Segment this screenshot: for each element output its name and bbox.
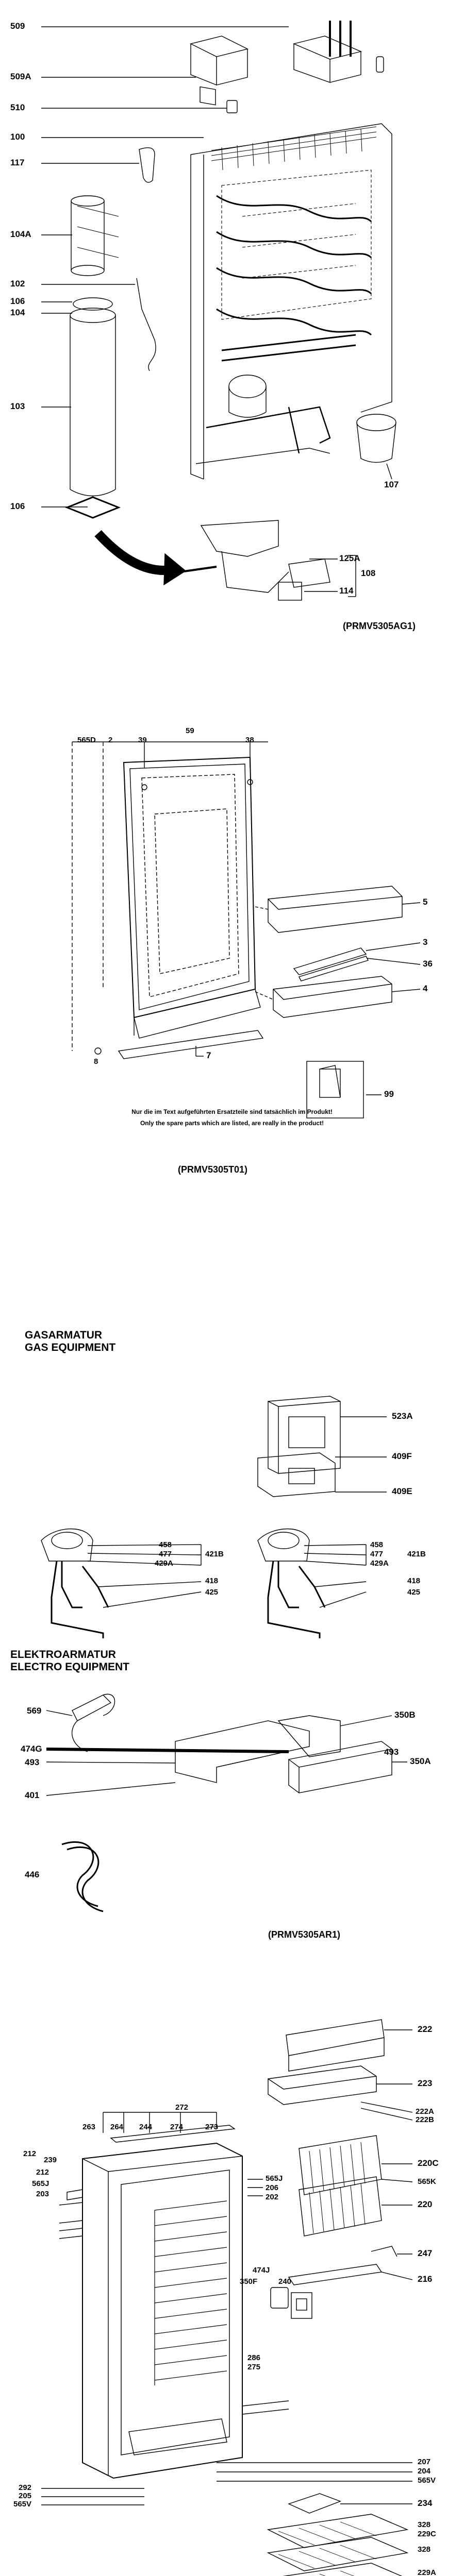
- part-label-350F: 350F: [240, 2277, 258, 2286]
- electro-heading-en: ELECTRO EQUIPMENT: [10, 1661, 130, 1673]
- part-label-239: 239: [44, 2156, 57, 2164]
- part-label-493-right: 493: [384, 1747, 399, 1757]
- part-label-117: 117: [10, 158, 25, 167]
- part-label-263: 263: [82, 2123, 96, 2131]
- part-label-509A: 509A: [10, 72, 31, 81]
- part-label-4: 4: [423, 984, 428, 993]
- part-label-425-right: 425: [407, 1588, 421, 1597]
- part-label-229C: 229C: [418, 2530, 436, 2538]
- part-label-565J: 565J: [32, 2179, 49, 2188]
- part-label-523A: 523A: [392, 1411, 413, 1421]
- part-label-104A: 104A: [10, 229, 31, 239]
- part-label-510: 510: [10, 103, 25, 112]
- part-label-2: 2: [108, 736, 113, 744]
- drawing-code-t01: (PRMV5305T01): [178, 1164, 248, 1175]
- part-label-206: 206: [266, 2183, 279, 2192]
- part-label-328-b: 328: [418, 2545, 431, 2554]
- part-label-39: 39: [138, 736, 147, 744]
- door-drawing: [0, 721, 464, 1278]
- part-label-477-left: 477: [159, 1550, 172, 1558]
- part-label-409E: 409E: [392, 1486, 412, 1496]
- part-label-229A: 229A: [418, 2568, 436, 2576]
- part-label-292: 292: [19, 2483, 32, 2492]
- part-label-108: 108: [361, 568, 376, 578]
- part-label-421B-left: 421B: [205, 1550, 224, 1558]
- part-label-220: 220: [418, 2199, 433, 2209]
- part-label-425-left: 425: [205, 1588, 219, 1597]
- part-label-106-plate: 106: [10, 501, 25, 511]
- part-label-36: 36: [423, 959, 433, 969]
- part-label-350B: 350B: [394, 1710, 416, 1720]
- part-label-240: 240: [278, 2277, 292, 2286]
- cabinet-drawing: [0, 1947, 464, 2576]
- part-label-493-left: 493: [25, 1757, 40, 1767]
- part-label-59: 59: [186, 726, 194, 735]
- part-label-106: 106: [10, 296, 25, 306]
- part-label-458-left: 458: [159, 1540, 172, 1549]
- part-label-286: 286: [247, 2353, 261, 2362]
- part-label-446: 446: [25, 1870, 40, 1879]
- part-label-102: 102: [10, 279, 25, 289]
- part-label-103: 103: [10, 401, 25, 411]
- part-label-565J-right: 565J: [266, 2174, 283, 2183]
- part-label-222A: 222A: [416, 2107, 434, 2116]
- part-label-7: 7: [206, 1050, 211, 1060]
- part-label-458-right: 458: [370, 1540, 384, 1549]
- part-label-421B-right: 421B: [407, 1550, 426, 1558]
- part-label-509: 509: [10, 21, 25, 31]
- part-label-202: 202: [266, 2193, 279, 2201]
- part-label-264: 264: [110, 2123, 124, 2131]
- part-label-569: 569: [27, 1706, 42, 1716]
- gas-heading-en: GAS EQUIPMENT: [25, 1342, 116, 1353]
- cooling-unit-drawing: [0, 0, 464, 670]
- part-label-107: 107: [384, 480, 399, 489]
- diagram-door: [0, 721, 464, 1278]
- part-label-418-left: 418: [205, 1577, 219, 1585]
- part-label-350A: 350A: [410, 1756, 431, 1766]
- electro-heading-de: ELEKTROARMATUR: [10, 1649, 116, 1660]
- part-label-222: 222: [418, 2024, 433, 2034]
- part-label-99: 99: [384, 1089, 394, 1099]
- part-label-114: 114: [339, 586, 354, 596]
- part-label-565V-left: 565V: [13, 2500, 32, 2509]
- part-label-205: 205: [19, 2492, 32, 2500]
- part-label-328: 328: [418, 2520, 431, 2529]
- part-label-474J: 474J: [253, 2266, 270, 2275]
- note-german: Nur die im Text aufgeführten Ersatzteile sind tatsächlich im Produkt!: [131, 1108, 333, 1115]
- part-label-409F: 409F: [392, 1451, 412, 1461]
- part-label-477-right: 477: [370, 1550, 384, 1558]
- part-label-203: 203: [36, 2190, 49, 2198]
- part-label-247: 247: [418, 2248, 433, 2258]
- part-label-38: 38: [245, 736, 254, 744]
- part-label-244: 244: [139, 2123, 153, 2131]
- part-label-212: 212: [23, 2149, 37, 2158]
- part-label-565V-right: 565V: [418, 2476, 436, 2485]
- part-label-401: 401: [25, 1790, 40, 1800]
- part-label-429A-right: 429A: [370, 1559, 389, 1568]
- part-label-565D: 565D: [77, 736, 96, 744]
- part-label-212-b: 212: [36, 2168, 49, 2177]
- diagram-cabinet: [0, 1947, 464, 2576]
- part-label-222B: 222B: [416, 2115, 434, 2124]
- part-label-125A: 125A: [339, 553, 360, 563]
- part-label-274: 274: [170, 2123, 184, 2131]
- part-label-272: 272: [175, 2103, 189, 2112]
- drawing-code-ag1: (PRMV5305AG1): [343, 621, 416, 631]
- part-label-207: 207: [418, 2458, 431, 2466]
- gas-heading-de: GASARMATUR: [25, 1329, 103, 1341]
- part-label-3: 3: [423, 937, 428, 947]
- part-label-8: 8: [94, 1057, 98, 1066]
- part-label-204: 204: [418, 2467, 431, 2476]
- diagram-cooling-unit: [0, 0, 464, 670]
- part-label-474G: 474G: [21, 1744, 42, 1754]
- part-label-223: 223: [418, 2078, 433, 2088]
- part-label-104: 104: [10, 308, 25, 317]
- part-label-220C: 220C: [418, 2158, 439, 2168]
- part-label-275: 275: [247, 2363, 261, 2371]
- part-label-418-right: 418: [407, 1577, 421, 1585]
- part-label-273: 273: [205, 2123, 219, 2131]
- drawing-code-ar1: (PRMV5305AR1): [268, 1929, 341, 1940]
- part-label-5: 5: [423, 897, 428, 907]
- part-label-216: 216: [418, 2274, 433, 2284]
- part-label-234: 234: [418, 2498, 433, 2508]
- part-label-100: 100: [10, 132, 25, 142]
- note-english: Only the spare parts which are listed, are really in the product!: [140, 1120, 324, 1127]
- diagram-gas-electro-equipment: [0, 1319, 464, 1953]
- part-label-429A-left: 429A: [155, 1559, 173, 1568]
- part-label-565K: 565K: [418, 2177, 436, 2186]
